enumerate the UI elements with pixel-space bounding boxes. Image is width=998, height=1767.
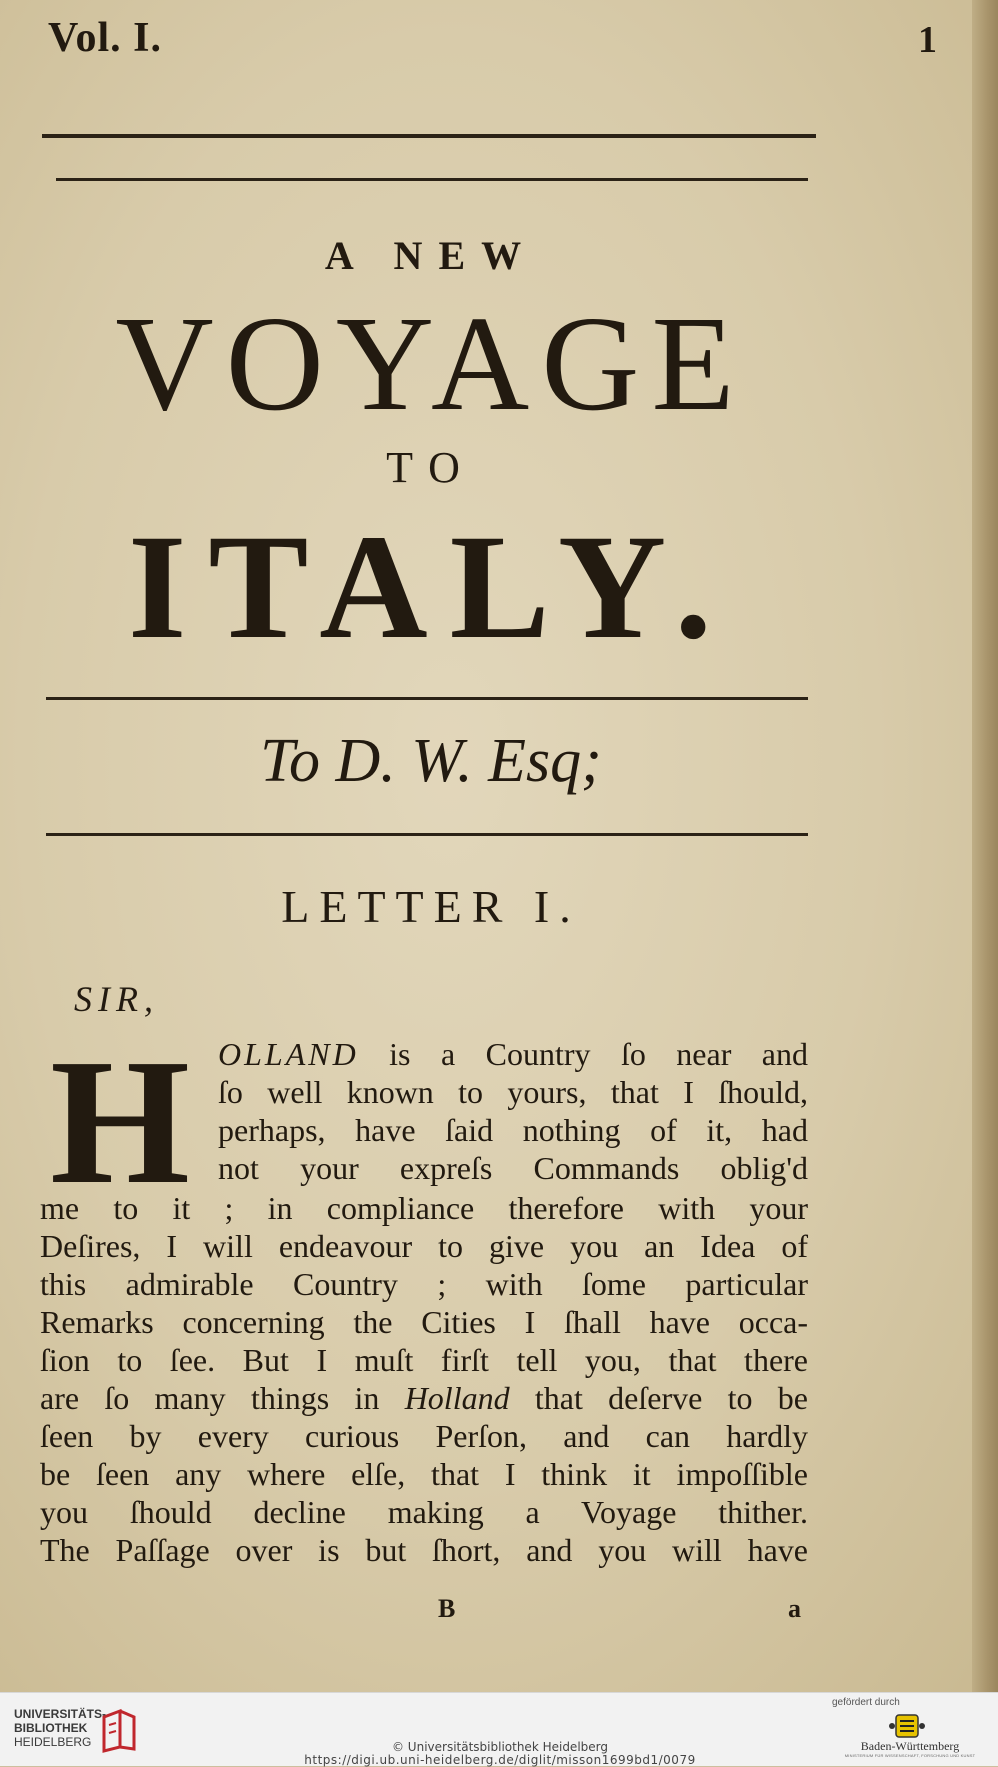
letter-heading: LETTER I. (281, 881, 581, 932)
copyright-notice: © Universitätsbibliothek Heidelberg (391, 1740, 608, 1754)
permalink-url[interactable]: https://digi.ub.uni-heidelberg.de/diglit/misson1699bd1/0079 (304, 1753, 696, 1767)
volume-header: Vol. I. (48, 15, 162, 61)
title-a-new: A NEW (324, 233, 538, 278)
signature-mark: B (438, 1594, 456, 1623)
title-voyage: VOYAGE (115, 289, 747, 439)
text-line: are ſo many things in Holland that deſerve to be (40, 1380, 809, 1416)
top-rule (42, 134, 816, 138)
title-to: TO (386, 443, 476, 492)
text-line: The Paſſage over is but ſhort, and you will have (40, 1532, 808, 1568)
drop-cap: H (50, 1022, 191, 1221)
text-line: Remarks concerning the Cities I ſhall have occa- (40, 1304, 808, 1340)
funder-name: Baden-Württemberg (860, 1739, 960, 1753)
text-line: be ſeen any where elſe, that I think it impoſſible (40, 1456, 808, 1492)
folio-number: 1 (918, 19, 937, 61)
baden-wuerttemberg-crest-icon (888, 1713, 926, 1739)
university-library-logo-icon[interactable] (100, 1707, 138, 1753)
text-line: this admirable Country ; with ſome particular (40, 1266, 808, 1302)
rule-above-dedication (46, 697, 808, 700)
page-edge (972, 0, 998, 1692)
dedication: To D. W. Esq; (260, 727, 602, 795)
text-line: ſion to ſee. But I muſt firſt tell you, that there (40, 1342, 808, 1378)
rule-below-dedication (46, 833, 808, 836)
text-line: you ſhould decline making a Voyage thither. (40, 1494, 808, 1530)
place-name-holland: Holland (404, 1380, 510, 1416)
funder-ministry: MINISTERIUM FÜR WISSENSCHAFT, FORSCHUNG UND KUNST (844, 1753, 976, 1758)
text-line: OLLAND is a Country ſo near and (218, 1036, 808, 1072)
funded-by-label: gefördert durch (832, 1697, 900, 1708)
catchword: a (788, 1594, 801, 1623)
second-rule (56, 178, 808, 181)
text-line: me to it ; in compliance therefore with your (40, 1190, 808, 1226)
text-line: not your expreſs Commands oblig'd (218, 1150, 808, 1186)
text-line: ſo well known to yours, that I ſhould, (218, 1074, 808, 1110)
library-name[interactable]: UNIVERSITÄTS- BIBLIOTHEK HEIDELBERG (14, 1707, 107, 1749)
salutation: SIR, (74, 979, 159, 1019)
text-line: Deſires, I will endeavour to give you an Idea of (40, 1228, 808, 1264)
text-line: perhaps, have ſaid nothing of it, had (218, 1112, 808, 1148)
text-line: ſeen by every curious Perſon, and can hardly (40, 1418, 808, 1454)
first-word: OLLAND (218, 1036, 359, 1072)
title-italy: ITALY. (128, 504, 734, 670)
viewer-footer (0, 1692, 998, 1766)
